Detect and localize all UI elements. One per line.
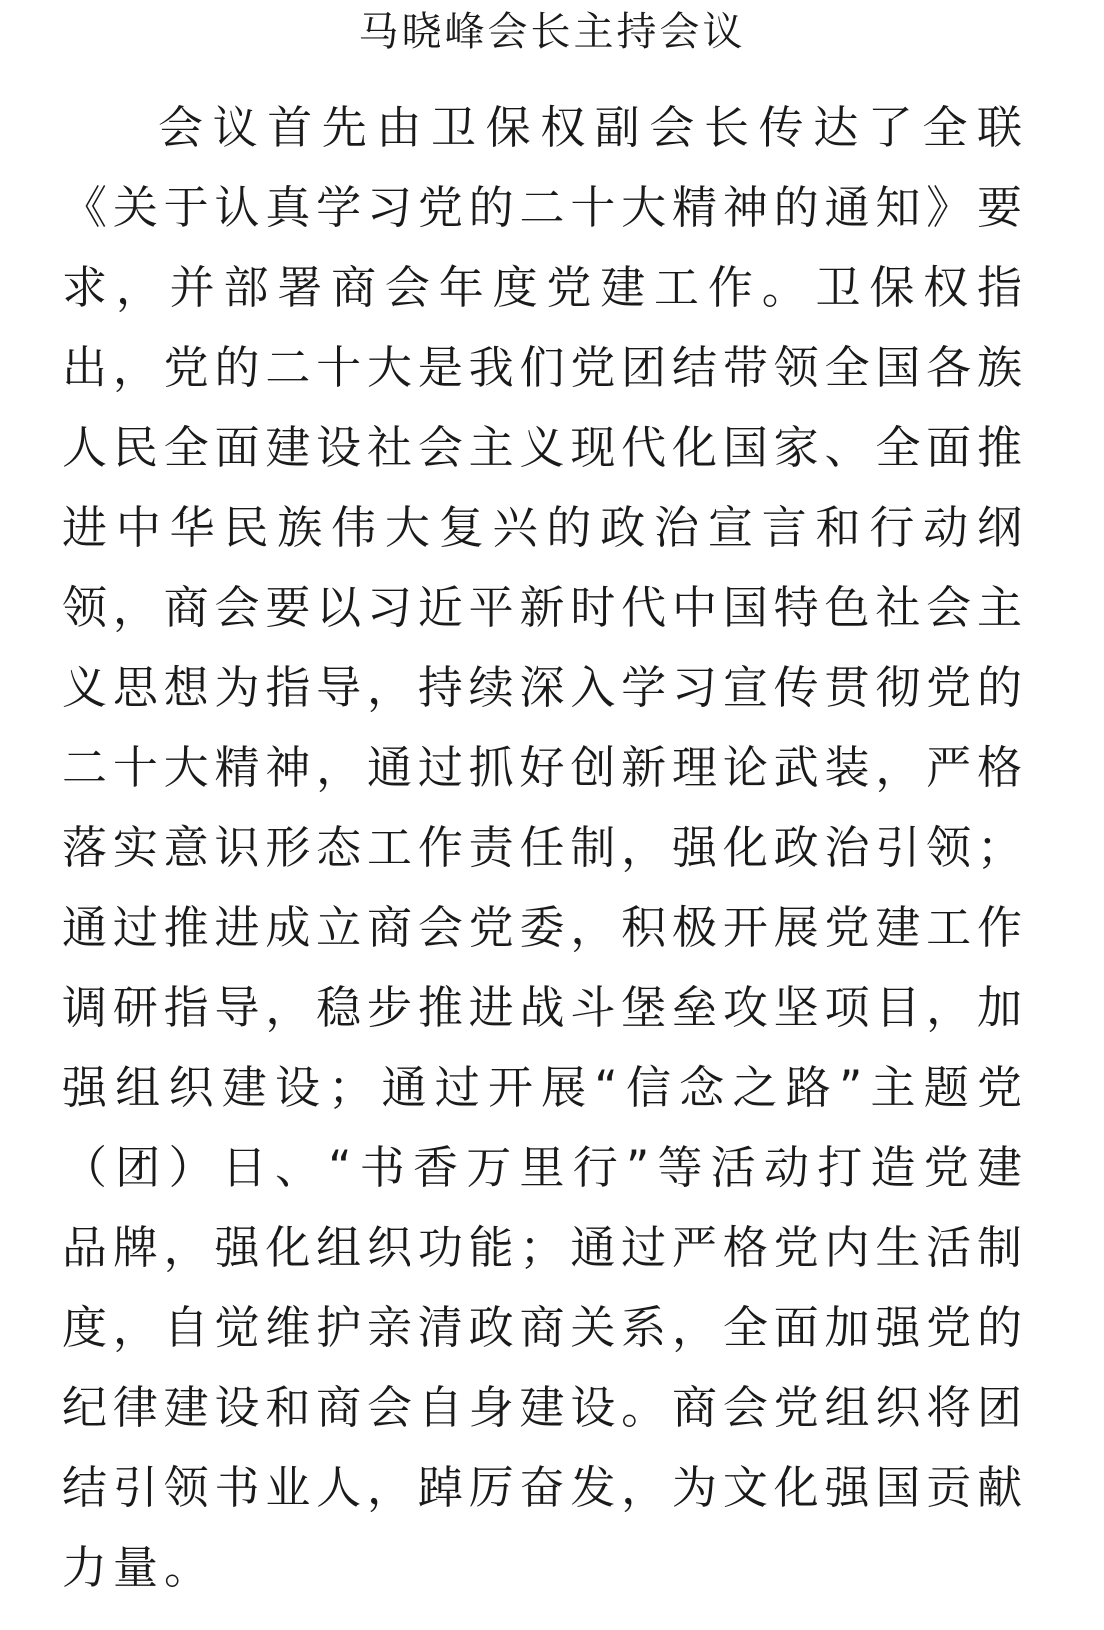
paragraph-line: 进中华民族伟大复兴的政治宣言和行动纲 (62, 501, 1022, 554)
paragraph-line: 求，并部署商会年度党建工作。卫保权指 (62, 261, 1022, 314)
paragraph-line: 《关于认真学习党的二十大精神的通知》要 (62, 181, 1022, 234)
paragraph-line: 落实意识形态工作责任制，强化政治引领； (62, 821, 1022, 874)
paragraph-line: 人民全面建设社会主义现代化国家、全面推 (62, 421, 1022, 474)
photo-caption: 马晓峰会长主持会议 (358, 9, 746, 55)
paragraph-line: 出，党的二十大是我们党团结带领全国各族 (62, 341, 1022, 394)
paragraph-line: （团）日、“书香万里行”等活动打造党建 (62, 1141, 1022, 1194)
paragraph-line: 会议首先由卫保权副会长传达了全联 (158, 101, 1022, 154)
paragraph-line: 度，自觉维护亲清政商关系，全面加强党的 (62, 1301, 1022, 1354)
paragraph-line: 结引领书业人，踔厉奋发，为文化强国贡献 (62, 1461, 1022, 1514)
paragraph-line: 品牌，强化组织功能；通过严格党内生活制 (62, 1221, 1022, 1274)
paragraph-line: 强组织建设；通过开展“信念之路”主题党 (62, 1061, 1022, 1114)
paragraph-line: 调研指导，稳步推进战斗堡垒攻坚项目，加 (62, 981, 1022, 1034)
paragraph-line: 领，商会要以习近平新时代中国特色社会主 (62, 581, 1022, 634)
paragraph-line: 义思想为指导，持续深入学习宣传贯彻党的 (62, 661, 1022, 714)
paragraph-line: 二十大精神，通过抓好创新理论武装，严格 (62, 741, 1022, 794)
article-paragraph (62, 88, 1022, 1608)
paragraph-line: 力量。 (62, 1541, 216, 1594)
paragraph-line: 纪律建设和商会自身建设。商会党组织将团 (62, 1381, 1022, 1434)
paragraph-line: 通过推进成立商会党委，积极开展党建工作 (62, 901, 1022, 954)
